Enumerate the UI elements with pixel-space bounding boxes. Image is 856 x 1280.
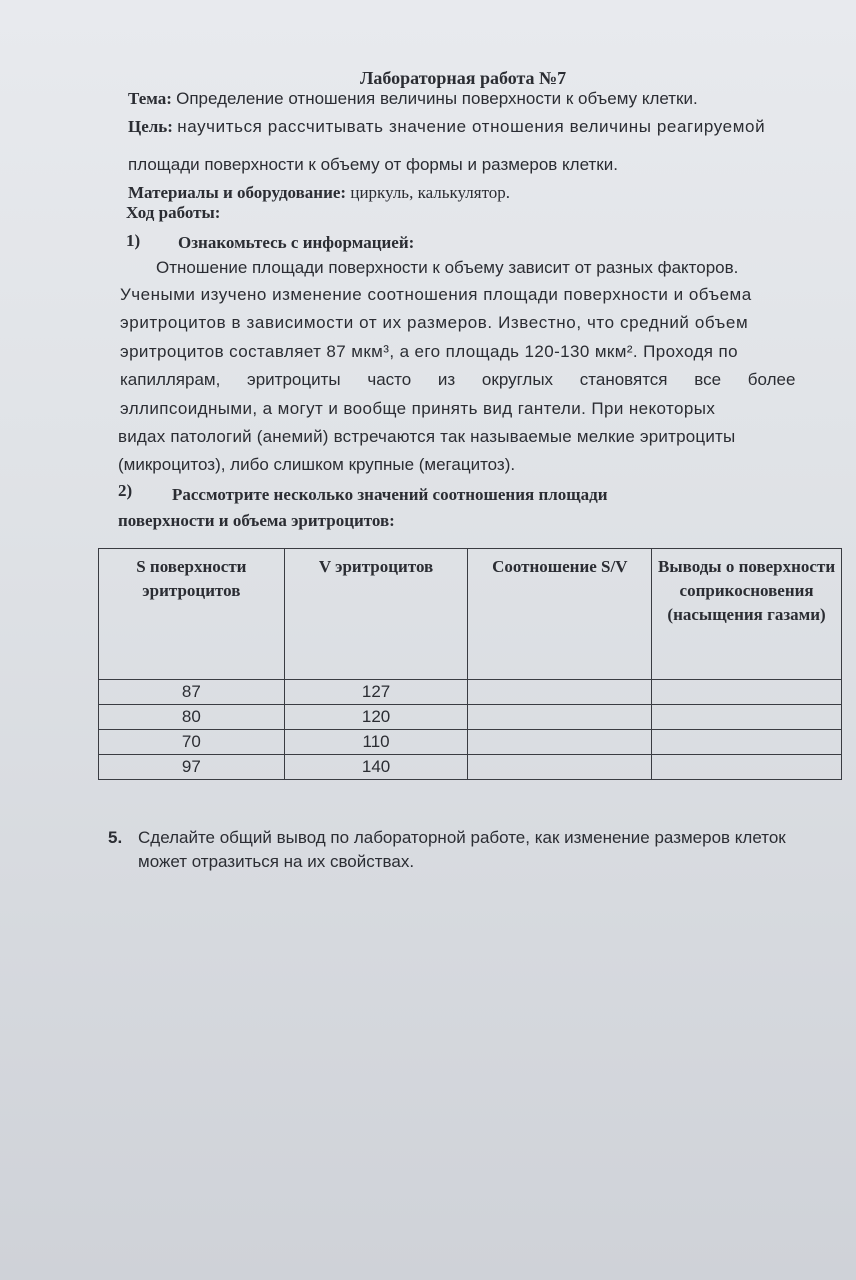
header-surface: S поверхности эритроцитов: [99, 549, 285, 680]
cell-surface: 80: [99, 705, 285, 730]
topic-text: Определение отношения величины поверхности к объему клетки.: [176, 89, 698, 108]
cell-volume: 127: [284, 680, 468, 705]
cell-ratio[interactable]: [468, 730, 652, 755]
step5-number: 5.: [108, 828, 123, 847]
erythrocyte-table: [98, 548, 842, 780]
procedure-label: Ход работы:: [126, 203, 221, 222]
step2-heading-2: поверхности и объема эритроцитов:: [118, 511, 395, 530]
goal-text-1: научиться рассчитывать значение отношения величины реагируемой: [177, 117, 766, 136]
table-row: [99, 705, 842, 730]
cell-volume: 120: [284, 705, 468, 730]
cell-ratio[interactable]: [468, 755, 652, 780]
step5-text: Сделайте общий вывод по лабораторной работе, как изменение размеров клеток может отразиться на их свойствах.: [138, 828, 786, 871]
step2-heading-1: Рассмотрите несколько значений соотношения площади: [172, 485, 608, 504]
paragraph-line-2: Учеными изучено изменение соотношения площади поверхности и объема: [120, 285, 752, 304]
topic-label: Тема:: [128, 89, 172, 108]
materials-text: циркуль, калькулятор.: [350, 183, 511, 202]
table-row: [99, 680, 842, 705]
table-row: [99, 730, 842, 755]
topic-line: [128, 88, 698, 110]
goal-label: Цель:: [128, 117, 173, 136]
header-conclusions: Выводы о поверхности соприкосновения (насыщения газами): [652, 549, 842, 680]
cell-conclusion[interactable]: [652, 705, 842, 730]
cell-volume: 110: [284, 730, 468, 755]
table-row: [99, 755, 842, 780]
cell-ratio[interactable]: [468, 705, 652, 730]
cell-surface: 70: [99, 730, 285, 755]
cell-conclusion[interactable]: [652, 680, 842, 705]
header-ratio: Соотношение S/V: [468, 549, 652, 680]
goal-text-2: площади поверхности к объему от формы и размеров клетки.: [128, 155, 618, 174]
cell-surface: 87: [99, 680, 285, 705]
cell-surface: 97: [99, 755, 285, 780]
paragraph-line-8: (микроцитоз), либо слишком крупные (мегацитоз).: [118, 455, 516, 474]
step2-number: 2): [118, 481, 133, 500]
paragraph-line-7: видах патологий (анемий) встречаются так называемые мелкие эритроциты: [118, 427, 736, 446]
cell-ratio[interactable]: [468, 680, 652, 705]
materials-line: [128, 182, 510, 204]
header-volume: V эритроцитов: [284, 549, 468, 680]
materials-label: Материалы и оборудование:: [128, 183, 347, 202]
goal-line-1: [128, 116, 765, 138]
paragraph-line-3: эритроцитов в зависимости от их размеров. Известно, что средний объем: [120, 313, 749, 332]
paragraph-line-6: эллипсоидными, а могут и вообще принять вид гантели. При некоторых: [120, 399, 716, 418]
cell-conclusion[interactable]: [652, 730, 842, 755]
page-title: Лабораторная работа №7: [360, 68, 567, 88]
step1-number: 1): [126, 231, 141, 250]
cell-conclusion[interactable]: [652, 755, 842, 780]
paragraph-line-5: капиллярам, эритроциты часто из округлых становятся все более: [120, 370, 796, 389]
paragraph-line-1: Отношение площади поверхности к объему зависит от разных факторов.: [156, 258, 739, 277]
step1-heading: Ознакомьтесь с информацией:: [178, 233, 415, 252]
table-header-row: [99, 549, 842, 680]
paragraph-line-4: эритроцитов составляет 87 мкм³, а его площадь 120-130 мкм². Проходя по: [120, 342, 738, 361]
cell-volume: 140: [284, 755, 468, 780]
